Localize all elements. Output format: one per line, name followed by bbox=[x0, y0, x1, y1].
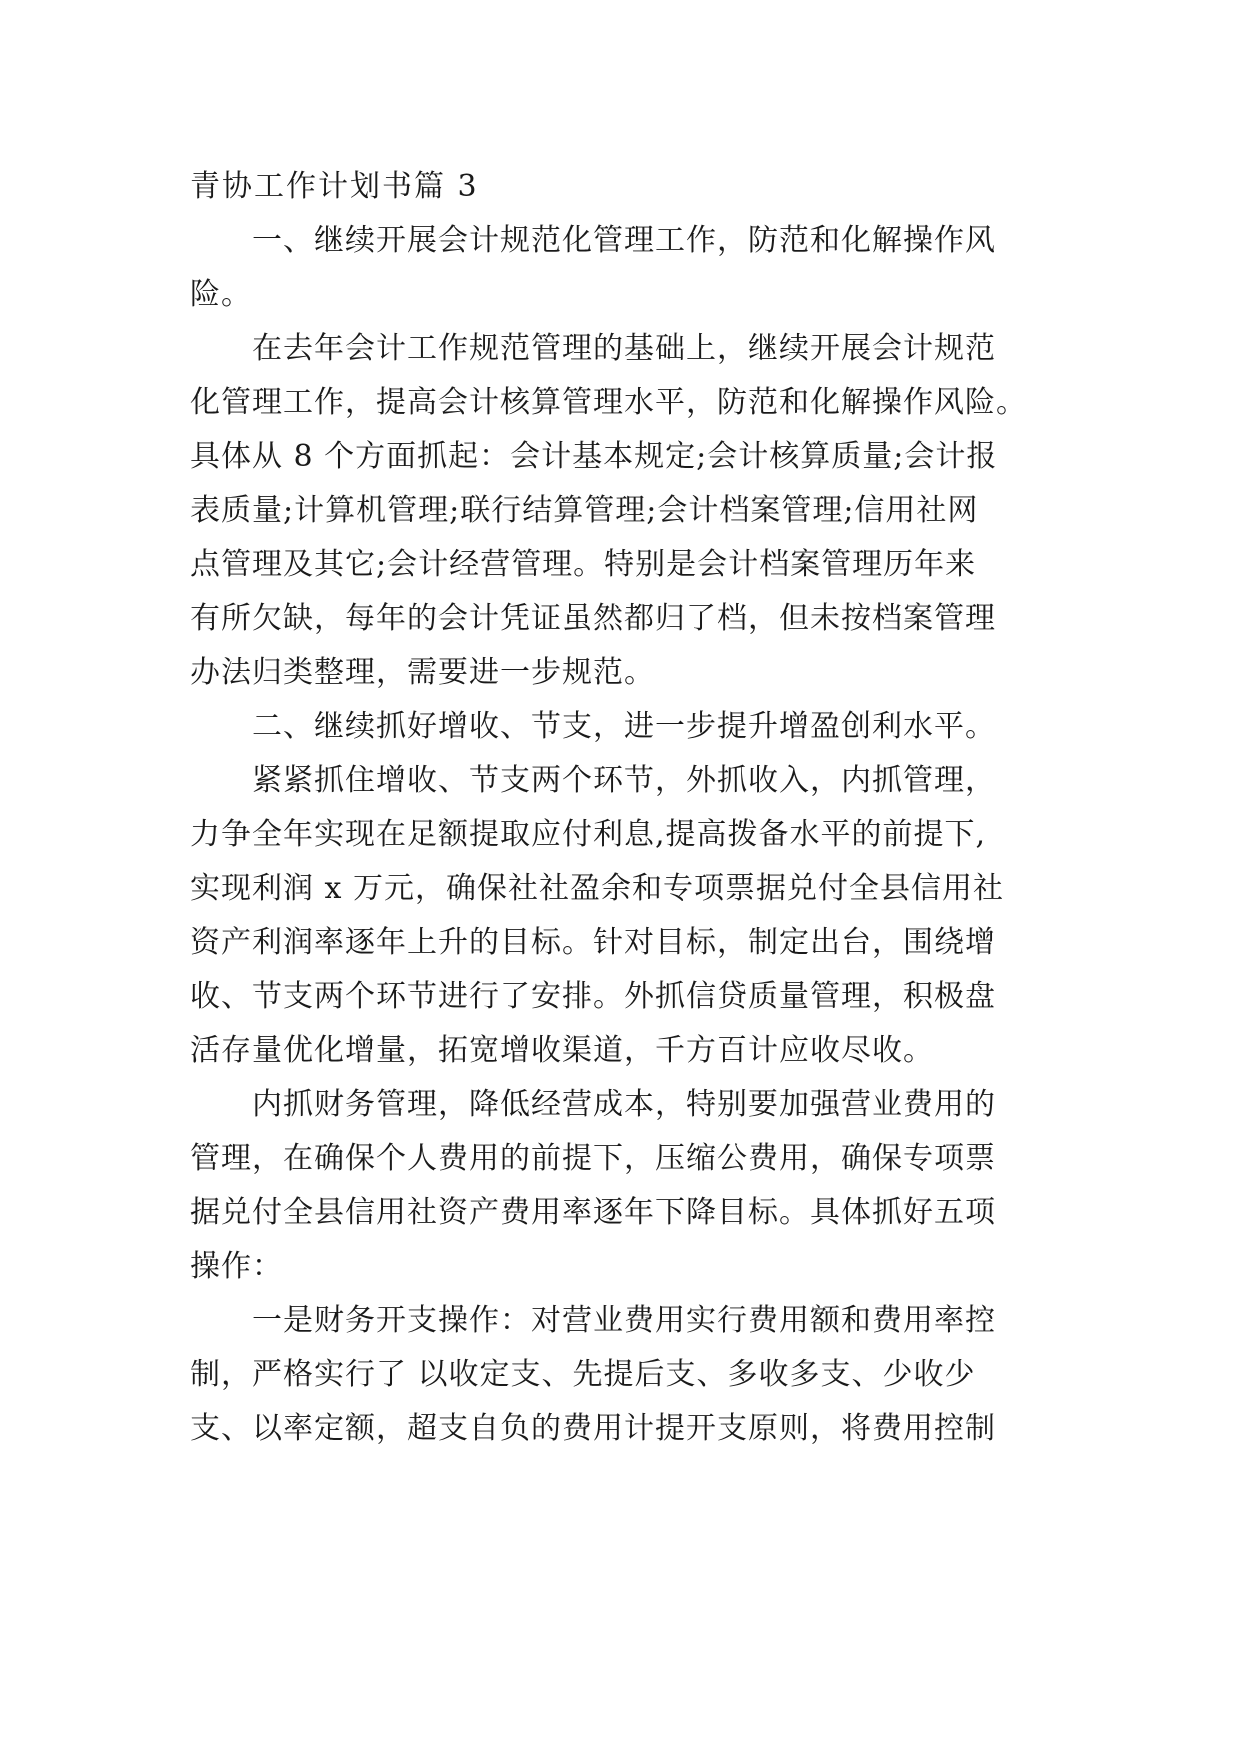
paragraph-5 bbox=[190, 1078, 1050, 1294]
paragraph-line: 一、继续开展会计规范化管理工作，防范和化解操作风 bbox=[252, 223, 996, 258]
paragraph-line: 实现利润 x 万元，确保社社盈余和专项票据兑付全县信用社 bbox=[190, 871, 1004, 906]
paragraph-4 bbox=[190, 754, 1050, 1078]
paragraph-line: 化管理工作，提高会计核算管理水平，防范和化解操作风险。 bbox=[190, 385, 1027, 420]
paragraph-2 bbox=[190, 322, 1050, 700]
paragraph-line: 险。 bbox=[190, 277, 252, 312]
paragraph-line: 制，严格实行了 以收定支、先提后支、多收多支、少收少 bbox=[190, 1357, 976, 1392]
paragraph-line: 办法归类整理，需要进一步规范。 bbox=[190, 655, 655, 690]
paragraph-line: 一是财务开支操作：对营业费用实行费用额和费用率控 bbox=[252, 1303, 996, 1338]
document-body bbox=[190, 160, 1050, 1456]
paragraph-line: 具体从 8 个方面抓起：会计基本规定;会计核算质量;会计报 bbox=[190, 439, 998, 474]
paragraph-3 bbox=[190, 700, 1050, 754]
paragraph-line: 收、节支两个环节进行了安排。外抓信贷质量管理，积极盘 bbox=[190, 979, 996, 1014]
paragraph-line: 表质量;计算机管理;联行结算管理;会计档案管理;信用社网 bbox=[190, 493, 979, 528]
paragraph-line: 二、继续抓好增收、节支，进一步提升增盈创利水平。 bbox=[252, 709, 996, 744]
paragraph-6 bbox=[190, 1294, 1050, 1456]
paragraph-line: 紧紧抓住增收、节支两个环节，外抓收入，内抓管理， bbox=[252, 763, 996, 798]
document-title: 青协工作计划书篇 3 bbox=[190, 169, 479, 204]
paragraph-line: 点管理及其它;会计经营管理。特别是会计档案管理历年来 bbox=[190, 547, 977, 582]
paragraph-line: 资产利润率逐年上升的目标。针对目标，制定出台，围绕增 bbox=[190, 925, 996, 960]
paragraph-line: 在去年会计工作规范管理的基础上，继续开展会计规范 bbox=[252, 331, 996, 366]
paragraph-line: 内抓财务管理，降低经营成本，特别要加强营业费用的 bbox=[252, 1087, 996, 1122]
paragraph-1 bbox=[190, 214, 1050, 322]
paragraph-line: 力争全年实现在足额提取应付利息,提高拨备水平的前提下, bbox=[190, 817, 987, 852]
paragraph-line: 支、以率定额，超支自负的费用计提开支原则，将费用控制 bbox=[190, 1411, 996, 1446]
paragraph-line: 操作： bbox=[190, 1249, 283, 1284]
paragraph-line: 有所欠缺，每年的会计凭证虽然都归了档，但未按档案管理 bbox=[190, 601, 996, 636]
paragraph-line: 活存量优化增量，拓宽增收渠道，千方百计应收尽收。 bbox=[190, 1033, 934, 1068]
paragraph-line: 据兑付全县信用社资产费用率逐年下降目标。具体抓好五项 bbox=[190, 1195, 996, 1230]
paragraph-line: 管理，在确保个人费用的前提下，压缩公费用，确保专项票 bbox=[190, 1141, 996, 1176]
